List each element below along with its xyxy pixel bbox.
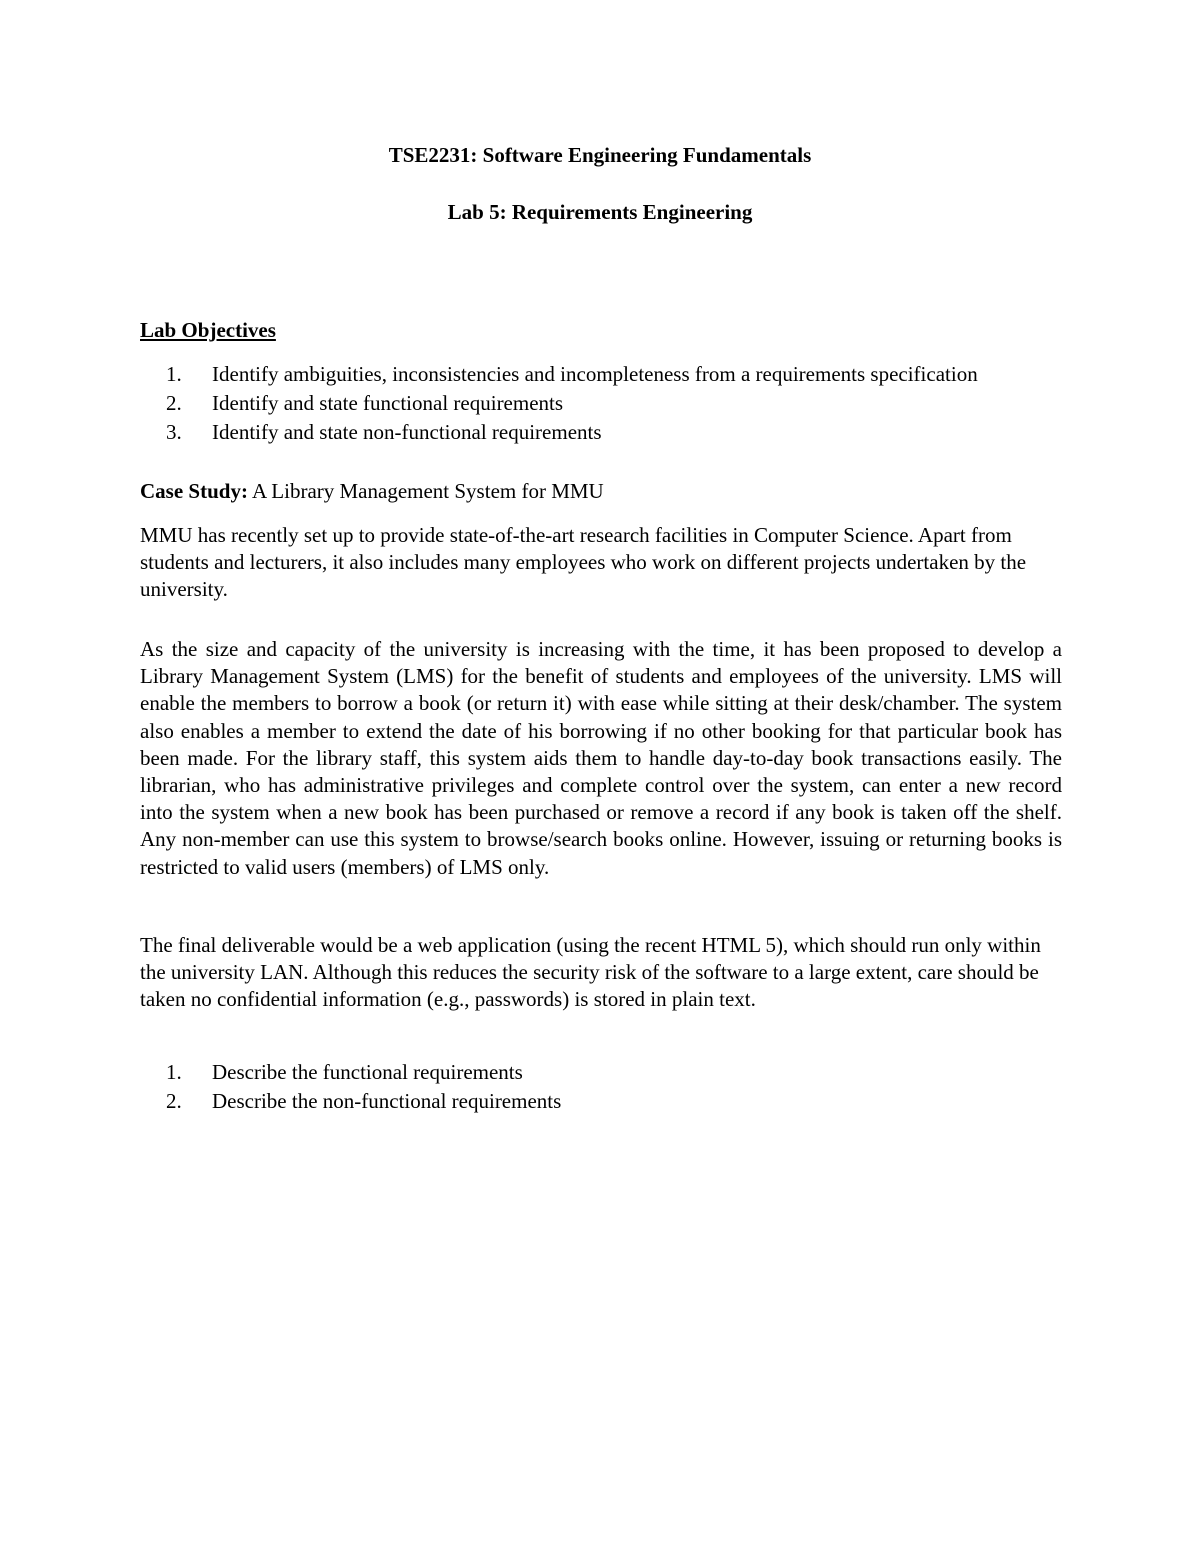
objectives-heading: Lab Objectives — [140, 318, 276, 342]
case-study-label: Case Study: — [140, 479, 248, 503]
list-number: 2. — [166, 1089, 182, 1113]
objective-text: Identify and state functional requirements — [212, 391, 564, 415]
paragraph-lms-description: As the size and capacity of the university is increasing with the time, it has been proposed to develop a Library Management System (LMS) for the benefit of students and employees of the university. LMS will enable the members to borrow a book (or return it) with ease while sitting at their desk/chamber. The system also enables a member to extend the date of his borrowing if no other booking for that particular book has been made. For the library staff, this system aids them to handle day-to-day book transactions easily. The librarian, who has administrative privileges and complete control over the system, can enter a new record into the system when a new book has been purchased or remove a record if any book is taken off the shelf. Any non-member can use this system to browse/search books online. However, issuing or returning books is restricted to valid users (members) of LMS only. — [140, 637, 1062, 879]
task-text: Describe the functional requirements — [212, 1060, 523, 1084]
paragraph-deliverable: The final deliverable would be a web application (using the recent HTML 5), which should run only within the university LAN. Although this reduces the security risk of the software to a large extent, care should be taken no confidential information (e.g., passwords) is stored in plain text. — [140, 933, 1041, 1012]
objective-text: Identify ambiguities, inconsistencies and incompleteness from a requirements specification — [212, 362, 978, 386]
case-study-line — [140, 477, 604, 505]
paragraph-intro: MMU has recently set up to provide state-of-the-art research facilities in Computer Science. Apart from students and lecturers, it also includes many employees who work on different projects undertaken by the university. — [140, 523, 1027, 602]
list-number: 3. — [166, 420, 182, 444]
list-number: 1. — [166, 1060, 182, 1084]
lab-title: Lab 5: Requirements Engineering — [447, 200, 753, 224]
objective-text: Identify and state non-functional requirements — [212, 420, 602, 444]
task-text: Describe the non-functional requirements — [212, 1089, 562, 1113]
list-number: 2. — [166, 391, 182, 415]
case-study-title: A Library Management System for MMU — [247, 479, 604, 503]
list-number: 1. — [166, 362, 182, 386]
course-title: TSE2231: Software Engineering Fundamentals — [388, 143, 812, 167]
